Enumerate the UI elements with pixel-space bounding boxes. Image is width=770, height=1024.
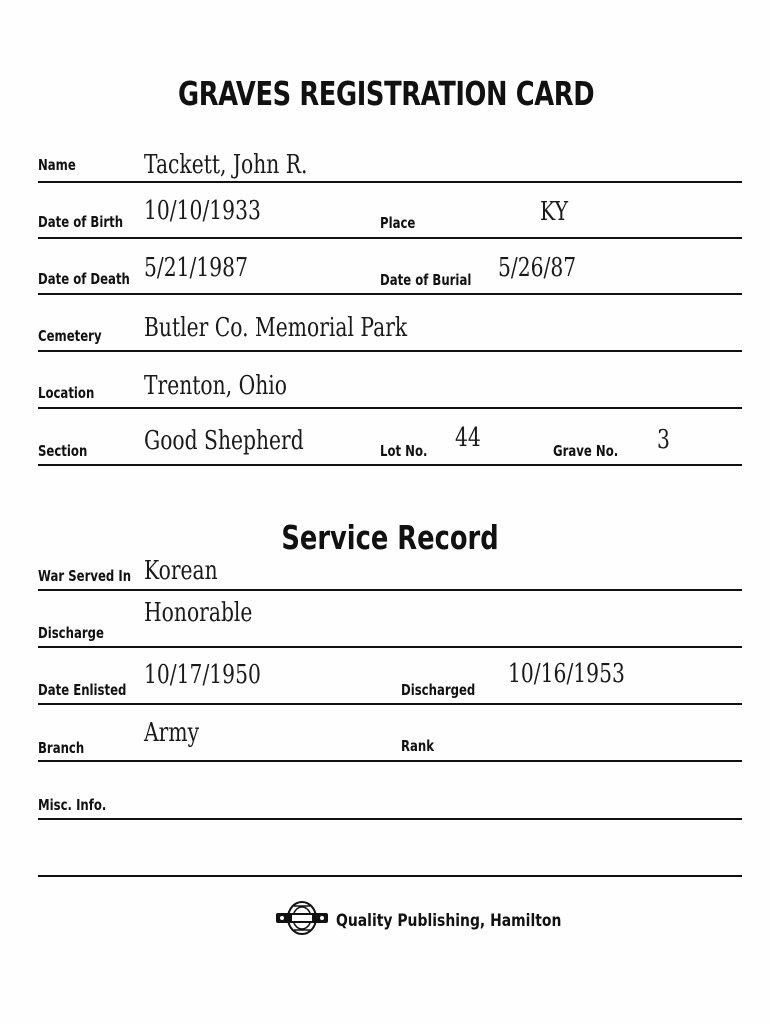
divider [38, 703, 742, 705]
branch-label: Branch [38, 739, 85, 757]
divider [38, 350, 742, 352]
date-of-burial-value: 5/26/87 [498, 253, 577, 283]
date-of-death-label: Date of Death [38, 270, 130, 288]
rank-label: Rank [401, 737, 435, 755]
divider [38, 760, 742, 762]
discharge-value: Honorable [144, 598, 253, 628]
divider [38, 589, 742, 591]
lot-no-value: 44 [455, 423, 481, 453]
date-enlisted-label: Date Enlisted [38, 681, 127, 699]
date-of-burial-label: Date of Burial [380, 271, 472, 289]
divider [38, 293, 742, 295]
branch-value: Army [144, 718, 200, 748]
grave-no-label: Grave No. [553, 442, 619, 460]
grave-no-value: 3 [657, 425, 670, 455]
lot-no-label: Lot No. [380, 442, 428, 460]
divider [38, 646, 742, 648]
discharged-label: Discharged [401, 681, 476, 699]
date-of-birth-value: 10/10/1933 [144, 196, 261, 226]
publisher-seal-icon [274, 898, 330, 943]
location-value: Trenton, Ohio [144, 371, 287, 401]
place-value: KY [540, 197, 568, 227]
divider [38, 181, 742, 183]
place-label: Place [380, 214, 416, 232]
divider [38, 875, 742, 877]
divider [38, 237, 742, 239]
discharge-label: Discharge [38, 624, 104, 642]
location-label: Location [38, 384, 95, 402]
service-record-heading: Service Record [281, 518, 499, 557]
name-value: Tackett, John R. [144, 150, 308, 180]
misc-info-label: Misc. Info. [38, 796, 107, 814]
section-value: Good Shepherd [144, 426, 304, 456]
date-of-death-value: 5/21/1987 [144, 253, 248, 283]
card-title: GRAVES REGISTRATION CARD [177, 74, 595, 113]
divider [38, 464, 742, 466]
section-label: Section [38, 442, 88, 460]
date-enlisted-value: 10/17/1950 [144, 660, 261, 690]
discharged-value: 10/16/1953 [508, 659, 625, 689]
name-label: Name [38, 156, 76, 174]
war-served-in-label: War Served In [38, 567, 132, 585]
divider [38, 818, 742, 820]
cemetery-value: Butler Co. Memorial Park [144, 313, 408, 343]
date-of-birth-label: Date of Birth [38, 213, 124, 231]
cemetery-label: Cemetery [38, 327, 102, 345]
publisher-name: Quality Publishing, Hamilton [336, 910, 562, 931]
publisher-footer [274, 898, 611, 943]
war-served-in-value: Korean [144, 556, 218, 586]
divider [38, 407, 742, 409]
